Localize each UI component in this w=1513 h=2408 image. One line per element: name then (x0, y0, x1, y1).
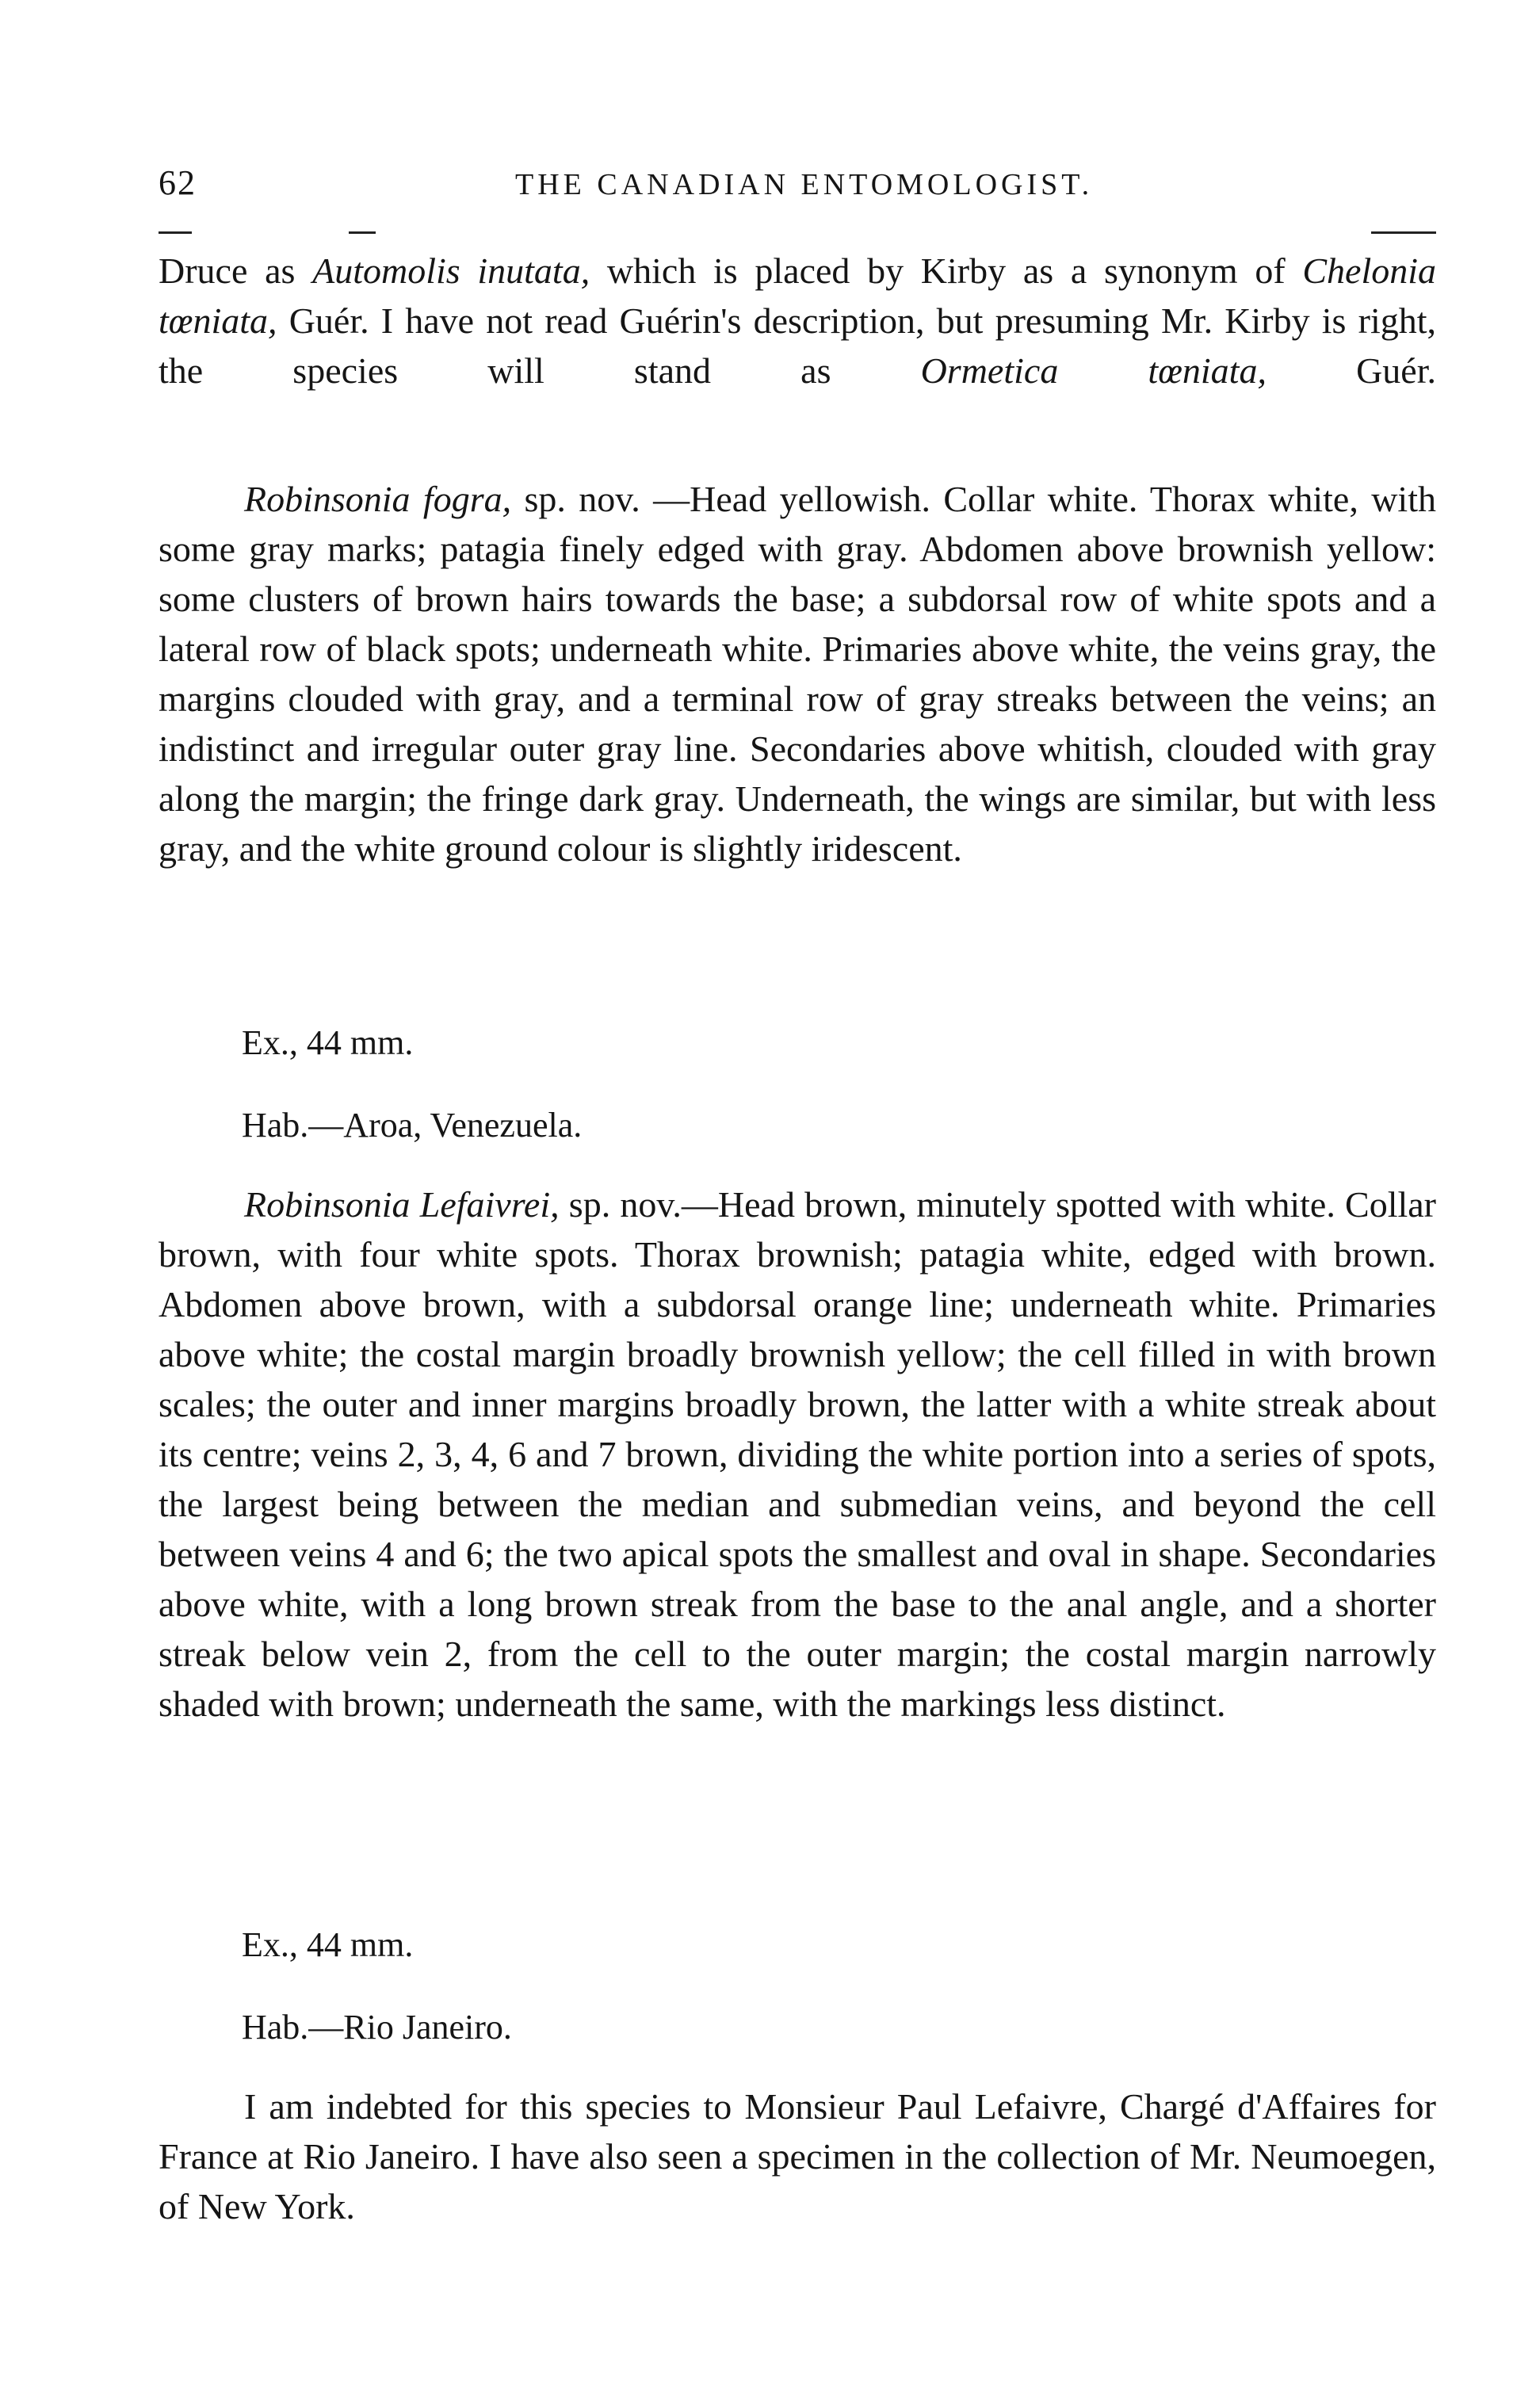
expanse-fogra: Ex., 44 mm. (242, 1023, 414, 1062)
species-name: Robinsonia fogra, (244, 479, 512, 519)
habitat-fogra: Hab.—Aroa, Venezuela. (242, 1106, 583, 1145)
species-name: Robinsonia Lefaivrei, (244, 1184, 560, 1225)
taxon-name: Ormetica tœniata, (920, 350, 1267, 391)
habitat-lefaivrei: Hab.—Rio Janeiro. (242, 2008, 512, 2047)
page-header (159, 162, 1436, 210)
header-rule-right (1371, 231, 1436, 234)
species-description: sp. nov. —Head yellowish. Collar white. Thorax white, with some gray marks; patagia finely edged with gray. Abdomen above brownish yellow: some clusters of brown hairs towards the base; a subdorsal row of white spots and a lateral row of black spots; underneath white. Primaries above white, the veins gray, the margins clouded with gray, and a terminal row of gray streaks between the veins; an indistinct and irregular outer gray line. Secondaries above whitish, clouded with gray along the margin; the fringe dark gray. Underneath, the wings are similar, but with less gray, and the white ground colour is slightly iridescent. (159, 479, 1436, 869)
text-run: which is placed by Kirby as a synonym of (590, 250, 1303, 291)
taxon-name: Chelonia tœniata, (159, 250, 1437, 341)
species-description: sp. nov.—Head brown, minutely spotted with white. Collar brown, with four white spots. Thorax brownish; patagia white, edged with brown. Abdomen above brown, with a subdorsal orange line; underneath white. Primaries above white; the costal margin broadly brownish yellow; the cell filled in with brown scales; the outer and inner margins broadly brown, the latter with a white streak about its centre; veins 2, 3, 4, 6 and 7 brown, dividing the white portion into a series of spots, the largest being between the median and submedian veins, and beyond the cell between veins 4 and 6; the two apical spots the smallest and oval in shape. Secondaries above white, with a long brown streak from the base to the anal angle, and a shorter streak below vein 2, from the cell to the outer margin; the costal margin narrowly shaded with brown; underneath the same, with the markings less distinct. (159, 1184, 1436, 1724)
expanse-lefaivrei: Ex., 44 mm. (242, 1925, 414, 1964)
paragraph-robinsonia-lefaivrei (159, 1179, 1436, 1729)
paragraph-druce (159, 246, 1436, 396)
header-rule-left (159, 231, 192, 234)
taxon-name: Automolis inutata, (312, 250, 590, 291)
text-run: Guér. I have not read Guérin's description, but presuming Mr. Kirby is right, the species will stand as (159, 300, 1436, 391)
paragraph-robinsonia-fogra (159, 474, 1436, 873)
page-number: 62 (159, 163, 197, 202)
header-rule-center (349, 231, 376, 234)
text-run: Guér. (1266, 350, 1436, 391)
paragraph-acknowledgement: I am indebted for this species to Monsieur Paul Lefaivre, Chargé d'Affaires for France at Rio Janeiro. I have also seen a specimen in the collection of Mr. Neumoegen, of New York. (159, 2086, 1436, 2226)
text-run: Druce as (159, 250, 313, 291)
running-title: THE CANADIAN ENTOMOLOGIST. (515, 168, 1094, 201)
